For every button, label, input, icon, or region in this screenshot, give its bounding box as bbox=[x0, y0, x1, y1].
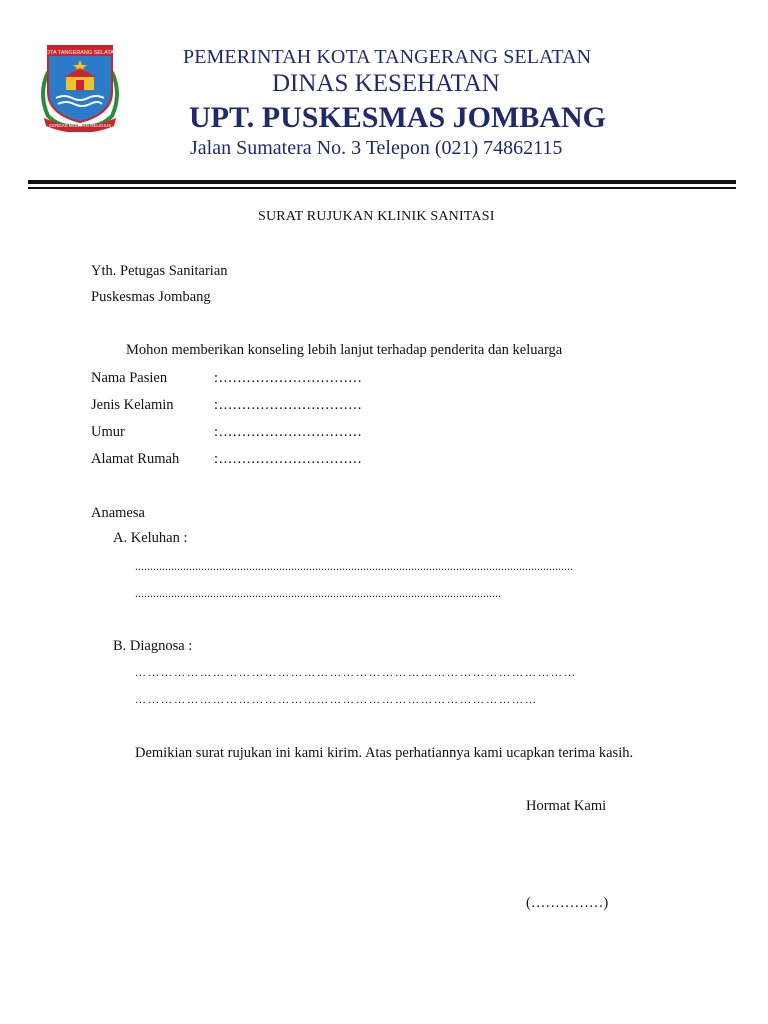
document-title: SURAT RUJUKAN KLINIK SANITASI bbox=[258, 209, 495, 224]
signature-greeting: Hormat Kami bbox=[526, 798, 607, 814]
svg-text:CERDAS MODERN RELIGIUS: CERDAS MODERN RELIGIUS bbox=[48, 123, 112, 128]
field-label-alamat-rumah: Alamat Rumah bbox=[91, 451, 180, 467]
field-value-jenis-kelamin[interactable]: :............................... bbox=[214, 397, 363, 413]
city-emblem-logo bbox=[34, 42, 126, 132]
field-value-umur[interactable]: :............................... bbox=[214, 424, 363, 440]
keluhan-answer-line-2[interactable]: .......................................................................................................................... bbox=[135, 586, 501, 600]
keluhan-label: A. Keluhan : bbox=[113, 530, 188, 546]
field-value-nama-pasien[interactable]: :............................... bbox=[214, 370, 363, 386]
field-value-alamat-rumah[interactable]: :............................... bbox=[214, 451, 363, 467]
intro-paragraph: Mohon memberikan konseling lebih lanjut terhadap penderita dan keluarga bbox=[126, 342, 563, 358]
signature-name-placeholder[interactable]: (……………) bbox=[526, 895, 609, 911]
keluhan-answer-line-1[interactable]: .................................................................................................................................................. bbox=[135, 559, 573, 573]
department-name: DINAS KESEHATAN bbox=[272, 70, 500, 97]
field-label-jenis-kelamin: Jenis Kelamin bbox=[91, 397, 174, 413]
government-name: PEMERINTAH KOTA TANGERANG SELATAN bbox=[183, 46, 592, 68]
institution-name: UPT. PUSKESMAS JOMBANG bbox=[189, 101, 606, 134]
svg-text:KOTA TANGERANG SELATAN: KOTA TANGERANG SELATAN bbox=[42, 50, 118, 56]
field-label-nama-pasien: Nama Pasien bbox=[91, 370, 168, 386]
field-label-umur: Umur bbox=[91, 424, 125, 440]
letterhead-divider-thick bbox=[28, 180, 736, 184]
institution-address: Jalan Sumatera No. 3 Telepon (021) 74862115 bbox=[190, 137, 563, 159]
closing-paragraph: Demikian surat rujukan ini kami kirim. Atas perhatiannya kami ucapkan terima kasih. bbox=[135, 745, 634, 761]
anamesa-heading: Anamesa bbox=[91, 505, 145, 521]
recipient-line-2: Puskesmas Jombang bbox=[91, 289, 211, 305]
diagnosa-answer-line-1[interactable]: ………………………………………………………………………………………… bbox=[135, 667, 577, 679]
diagnosa-answer-line-2[interactable]: ………………………………………………………………………………… bbox=[135, 694, 538, 706]
recipient-line-1: Yth. Petugas Sanitarian bbox=[91, 263, 228, 279]
letterhead-divider-thin bbox=[28, 187, 736, 189]
diagnosa-label: B. Diagnosa : bbox=[113, 638, 193, 654]
